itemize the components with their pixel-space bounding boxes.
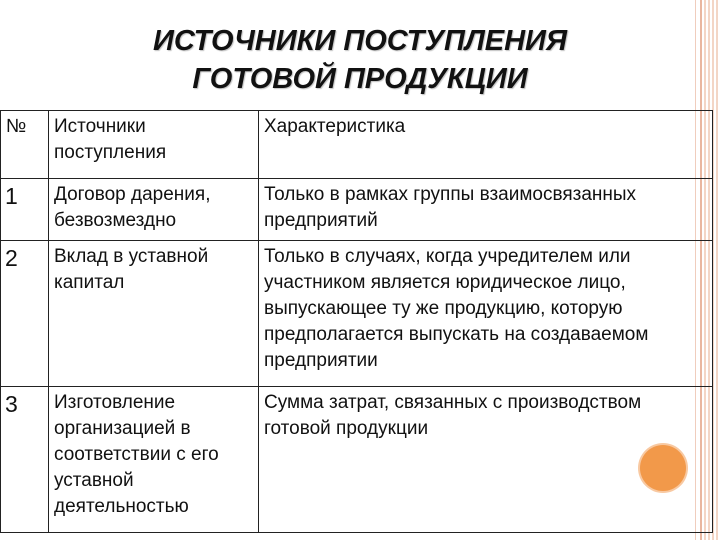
- title-line-2: ГОТОВОЙ ПРОДУКЦИИ: [192, 63, 528, 95]
- table-row: [1, 241, 713, 387]
- header-source: Источники поступления: [49, 111, 259, 179]
- row-source: Изготовление организацией в соответствии с его уставной деятельностью: [49, 387, 259, 533]
- row-num: 2: [1, 241, 49, 387]
- decorative-orange-circle: [640, 445, 686, 491]
- sources-table: [0, 110, 713, 533]
- table-header-row: [1, 111, 713, 179]
- header-num: №: [1, 111, 49, 179]
- table-row: [1, 387, 713, 533]
- row-characteristic: Только в случаях, когда учредителем или участником является юридическое лицо, выпускающее ту же продукцию, которую предполагается выпускать на создаваемом предприятии: [259, 241, 713, 387]
- row-source: Вклад в уставной капитал: [49, 241, 259, 387]
- row-num: 3: [1, 387, 49, 533]
- title-line-1: ИСТОЧНИКИ ПОСТУПЛЕНИЯ: [152, 25, 568, 57]
- row-characteristic: Сумма затрат, связанных с производством готовой продукции: [259, 387, 713, 533]
- page-title: [70, 22, 650, 98]
- row-num: 1: [1, 179, 49, 241]
- row-characteristic: Только в рамках группы взаимосвязанных предприятий: [259, 179, 713, 241]
- table-row: [1, 179, 713, 241]
- row-source: Договор дарения, безвозмездно: [49, 179, 259, 241]
- header-characteristic: Характеристика: [259, 111, 713, 179]
